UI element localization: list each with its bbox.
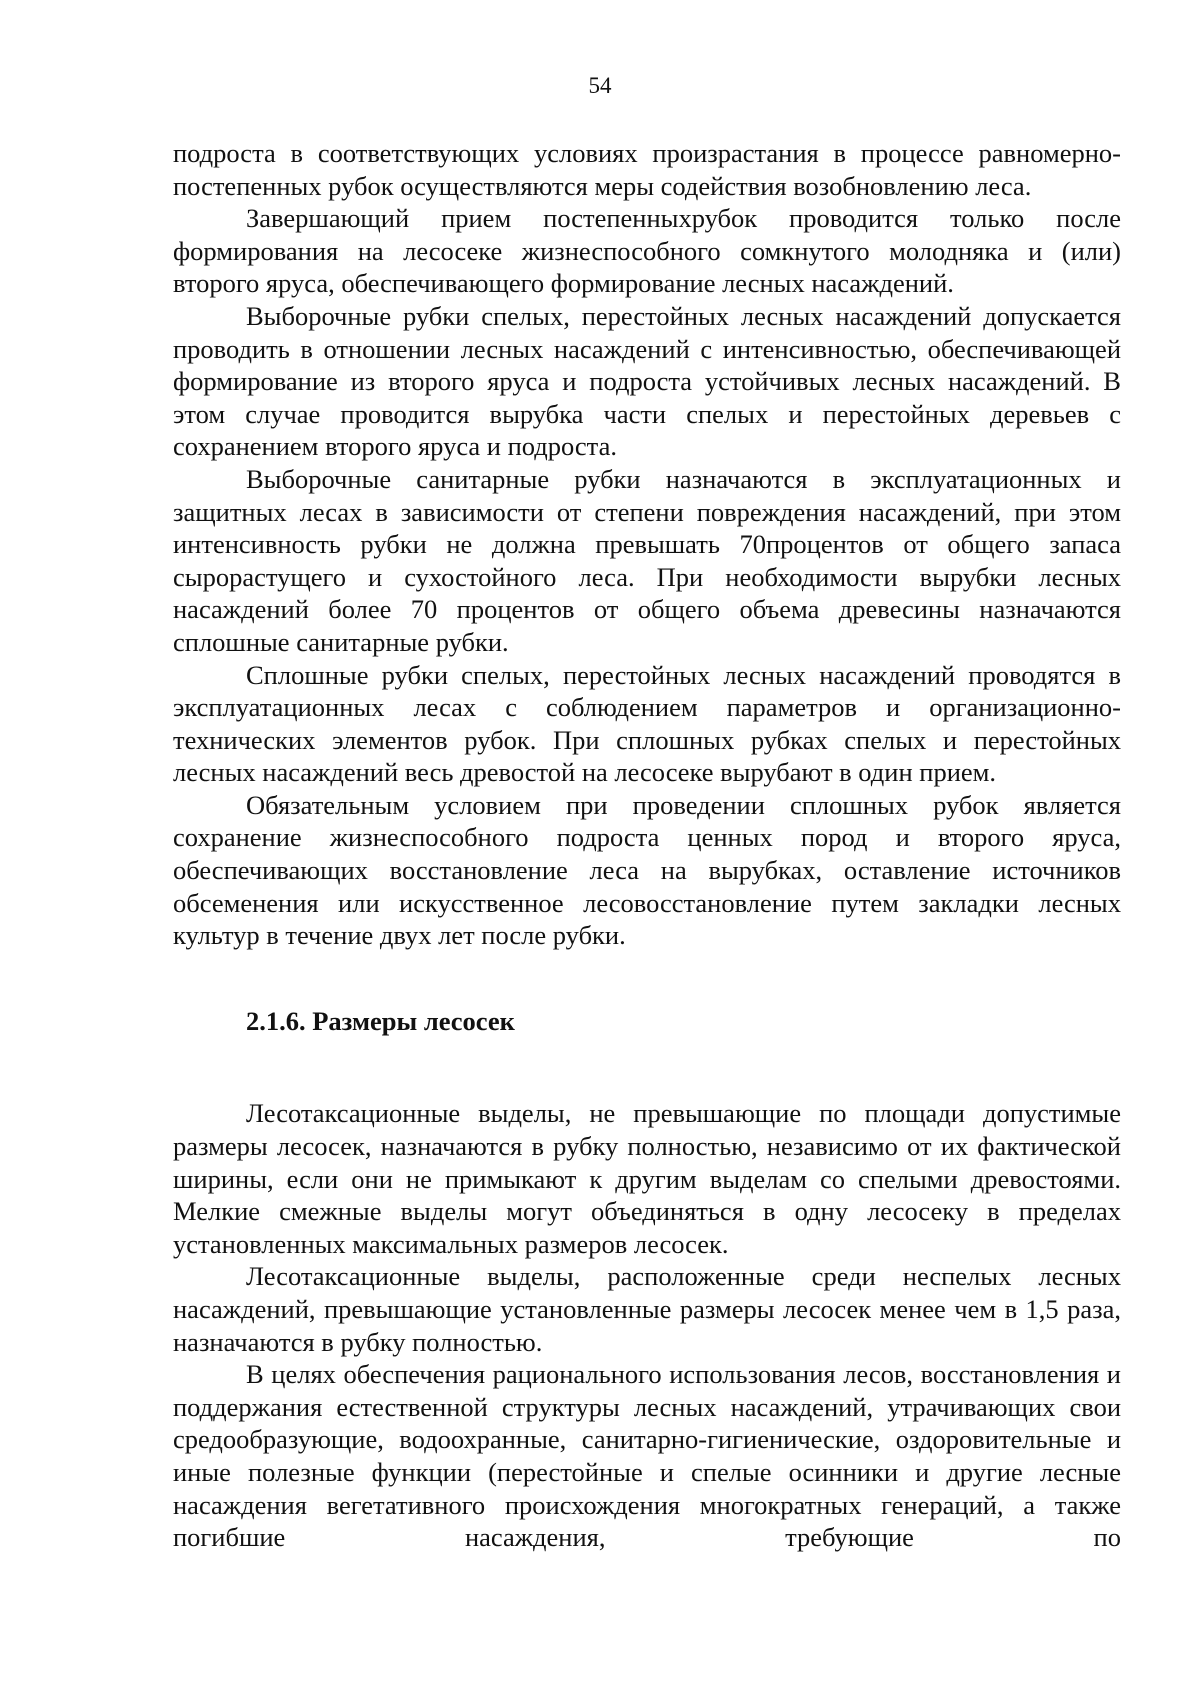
paragraph-continuation: подроста в соответствующих условиях произрастания в процессе равномерно-постепенных рубок осуществляются меры содействия возобновлению леса.: [173, 138, 1121, 201]
paragraph: Обязательным условием при проведении сплошных рубок является сохранение жизнеспособного подроста ценных пород и второго яруса, обеспечивающих восстановление леса на вырубках, оставление источников обсеменения или искусственное лесовосстановление путем закладки лесных культур в течение двух лет после рубки.: [173, 789, 1121, 951]
spacer: [173, 952, 1121, 1005]
paragraph: Завершающий прием постепенныхрубок проводится только после формирования на лесосеке жизнеспособного сомкнутого молодняка и (или) второго яруса, обеспечивающего формирование лесных насаждений.: [173, 203, 1121, 299]
page-number: 54: [588, 73, 612, 98]
document-body: [173, 137, 1121, 1554]
paragraph: Выборочные рубки спелых, перестойных лесных насаждений допускается проводить в отношении лесных насаждений с интенсивностью, обеспечивающей формирование из второго яруса и подроста устойчивых лесных насаждений. В этом случае проводится вырубка части спелых и перестойных деревьев с сохранением второго яруса и подроста.: [173, 300, 1121, 462]
spacer: [173, 1037, 1121, 1097]
paragraph-last: В целях обеспечения рационального использования лесов, восстановления и поддержания естественной структуры лесных насаждений, утрачивающих свои средообразующие, водоохранные, санитарно-гигиенические, оздоровительные и иные полезные функции (перестойные и спелые осинники и другие лесные насаждения вегетативного происхождения многократных генераций, а также погибшие насаждения, требующие по: [173, 1359, 1121, 1553]
paragraph: Лесотаксационные выделы, не превышающие по площади допустимые размеры лесосек, назначаются в рубку полностью, независимо от их фактической ширины, если они не примыкают к другим выделам со спелыми древостоями. Мелкие смежные выделы могут объединяться в одну лесосеку в пределах установленных максимальных размеров лесосек.: [173, 1098, 1121, 1259]
paragraph: Выборочные санитарные рубки назначаются в эксплуатационных и защитных лесах в зависимости от степени повреждения насаждений, при этом интенсивность рубки не должна превышать 70процентов от общего запаса сырорастущего и сухостойного леса. При необходимости вырубки лесных насаждений более 70 процентов от общего объема древесины назначаются сплошные санитарные рубки.: [173, 463, 1121, 657]
paragraph: Лесотаксационные выделы, расположенные среди неспелых лесных насаждений, превышающие установленные размеры лесосек менее чем в 1,5 раза, назначаются в рубку полностью.: [173, 1261, 1121, 1357]
paragraph: Сплошные рубки спелых, перестойных лесных насаждений проводятся в эксплуатационных лесах с соблюдением параметров и организационно-технических элементов рубок. При сплошных рубках спелых и перестойных лесных насаждений весь древостой на лесосеке вырубают в один прием.: [173, 659, 1121, 788]
section-heading: 2.1.6. Размеры лесосек: [246, 1005, 515, 1036]
